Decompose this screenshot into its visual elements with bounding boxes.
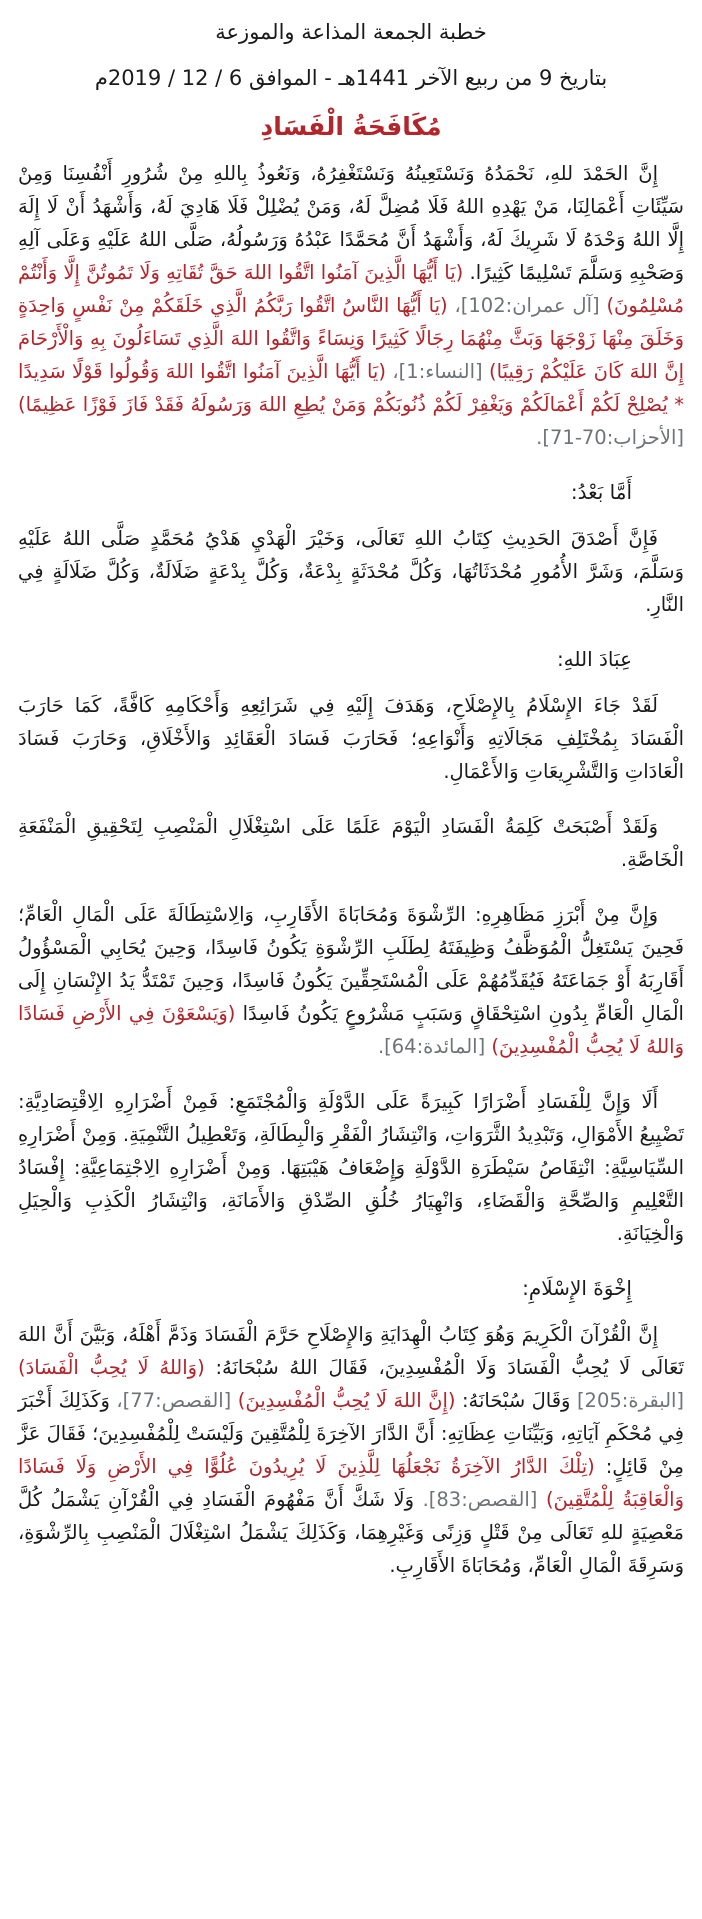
corruption-manifestations-paragraph <box>18 898 684 1063</box>
header-date: بتاريخ 9 من ربيع الآخر 1441هـ - الموافق 6 / 12 / 2019م <box>94 66 608 90</box>
quran-verse: (يَا أَيُّهَا الَّذِينَ آمَنُوا اتَّقُوا اللهَ حَقَّ تُقَاتِهِ وَلَا تَمُوتُنَّ إِلَّا وَأَنْتُمْ مُسْلِمُونَ) <box>18 261 685 317</box>
quran-on-corruption-paragraph <box>18 1318 684 1582</box>
intro-text: إِنَّ الحَمْدَ للهِ، نَحْمَدُهُ وَنَسْتَعِينُهُ وَنَسْتَغْفِرُهُ، وَنَعُوذُ بِاللهِ مِنْ شُرُورِ أَنْفُسِنَا وَمِنْ سَيِّئَاتِ أَعْمَالِنَا، مَنْ يَهْدِهِ اللهُ فَلَا مُضِلَّ لَهُ، وَمَنْ يُضْلِلْ فَلَا هَادِيَ لَهُ، وَأَشْهَدُ أَنْ لَا إِلَهَ إِلَّا اللهُ وَحْدَهُ لَا شَرِيكَ لَهُ، وَأَشْهَدُ أَنَّ مُحَمَّدًا عَبْدُهُ وَرَسُولُهُ، صَلَّى اللهُ عَلَيْهِ وَعَلَى آلِهِ وَصَحْبِهِ وَسَلَّمَ تَسْلِيمًا كَثِيرًا. <box>18 162 685 284</box>
section-heading-ikhwat-islam: إِخْوَةَ الإِسْلَامِ: <box>522 1276 632 1300</box>
paragraph-text: وَلَا شَكَّ أَنَّ مَفْهُومَ الْفَسَادِ فِي الْقُرْآنِ يَشْمَلُ كُلَّ مَعْصِيَةٍ للهِ تَعَالَى مِنْ قَتْلٍ وَزِنًى وَغَيْرِهِمَا، وَكَذَلِكَ يَشْمَلُ اسْتِغْلَالَ الْمَنْصِبِ بِالرِّشْوَةِ، وَسَرِقَةَ الْمَالِ الْعَامِّ، وَمُحَابَاةَ الأَقَارِبِ. <box>18 1488 684 1577</box>
corruption-harms-paragraph: أَلَا وَإِنَّ لِلْفَسَادِ أَضْرَارًا كَبِيرَةً عَلَى الدَّوْلَةِ وَالْمُجْتَمَعِ: فَمِنْ أَضْرَارِهِ الِاقْتِصَادِيَّةِ: تَضْيِيعُ الأَمْوَالِ، وَتَبْدِيدُ الثَّرَوَاتِ، وَانْتِشَارُ الْفَقْرِ وَالْبِطَالَةِ، وَتَعْطِيلُ التَّنْمِيَةِ. وَمِنْ أَضْرَارِهِ السِّيَاسِيَّةِ: انْتِقَاصُ سَيْطَرَةِ الدَّوْلَةِ وَإِضْعَافُ هَيْبَتِهَا. وَمِنْ أَضْرَارِهِ الِاجْتِمَاعِيَّةِ: إِفْسَادُ التَّعْلِيمِ وَالصِّحَّةِ وَالْقَضَاءِ، وَانْهِيَارُ خُلُقِ الصِّدْقِ وَالأَمَانَةِ، وَانْتِشَارُ الْكَذِبِ وَالْحِيَلِ وَالْخِيَانَةِ. <box>18 1090 684 1245</box>
verse-reference: [آل عمران:102]، <box>454 294 600 317</box>
quran-verse: (يَا أَيُّهَا النَّاسُ اتَّقُوا رَبَّكُمُ الَّذِي خَلَقَكُمْ مِنْ نَفْسٍ وَاحِدَةٍ وَخَلَقَ مِنْهَا زَوْجَهَا وَبَثَّ مِنْهُمَا رِجَالًا كَثِيرًا وَنِسَاءً وَاتَّقُوا اللهَ الَّذِي تَسَاءَلُونَ بِهِ وَالْأَرْحَامَ إِنَّ اللهَ كَانَ عَلَيْكُمْ رَقِيبًا) <box>18 294 684 383</box>
quran-verse: (إِنَّ اللهَ لَا يُحِبُّ الْمُفْسِدِينَ) <box>237 1389 456 1412</box>
amma-baad-paragraph: فَإِنَّ أَصْدَقَ الحَدِيثِ كِتَابُ اللهِ تَعَالَى، وَخَيْرَ الْهَدْيِ هَدْيُ مُحَمَّدٍ صَلَّى اللهُ عَلَيْهِ وَسَلَّمَ، وَشَرَّ الأُمُورِ مُحْدَثَاتُهَا، وَكُلَّ مُحْدَثَةٍ بِدْعَةٌ، وَكُلَّ بِدْعَةٍ ضَلَالَةٌ، وَكُلَّ ضَلَالَةٍ فِي النَّارِ. <box>18 527 684 616</box>
quran-verse: (وَاللهُ لَا يُحِبُّ الْفَسَادَ) <box>18 1356 205 1379</box>
corruption-definition-paragraph: وَلَقَدْ أَصْبَحَتْ كَلِمَةُ الْفَسَادِ الْيَوْمَ عَلَمًا عَلَى اسْتِغْلَالِ الْمَنْصِبِ لِتَحْقِيقِ الْمَنْفَعَةِ الْخَاصَّةِ. <box>18 815 684 871</box>
verse-reference: [المائدة:64]. <box>377 1035 486 1058</box>
verse-reference: [البقرة:205] <box>576 1389 685 1412</box>
section-heading-ibad-allah: عِبَادَ اللهِ: <box>556 647 632 671</box>
header-title: خطبة الجمعة المذاعة والموزعة <box>215 20 487 44</box>
paragraph-text: وَقَالَ سُبْحَانَهُ: <box>461 1389 571 1412</box>
quran-verse: (تِلْكَ الدَّارُ الآخِرَةُ نَجْعَلُهَا لِلَّذِينَ لَا يُرِيدُونَ عُلُوًّا فِي الأَرْضِ وَلَا فَسَادًا وَالْعَاقِبَةُ لِلْمُتَّقِينَ) <box>18 1455 684 1511</box>
paragraph-text: وَكَذَلِكَ أَخْبَرَ فِي مُحْكَمِ آيَاتِهِ، وَبَيِّنَاتِ عِظَاتِهِ: أَنَّ الدَّارَ الآخِرَةَ لِلْمُتَّقِينَ وَلَيْسَتْ لِلْمُفْسِدِينَ؛ فَقَالَ عَزَّ مِنْ قَائِلٍ: <box>18 1389 685 1478</box>
verse-reference: [النساء:1]، <box>392 360 483 383</box>
manifestations-text: وَإِنَّ مِنْ أَبْرَزِ مَظَاهِرِهِ: الرِّشْوَةَ وَمُحَابَاةَ الأَقَارِبِ، وَالِاسْتِطَالَةَ عَلَى الْمَالِ الْعَامِّ؛ فَحِينَ يَسْتَغِلُّ الْمُوَظَّفُ وَظِيفَتَهُ لِطَلَبِ الرِّشْوَةِ يَكُونُ فَاسِدًا، وَحِينَ يُحَابِي الْمَسْؤُولُ أَقَارِبَهُ أَوْ جَمَاعَتَهُ فَيُقَدِّمُهُمْ عَلَى الْمُسْتَحِقِّينَ يَكُونُ فَاسِدًا، وَحِينَ تَمْتَدُّ يَدُ الإِنْسَانِ إِلَى الْمَالِ الْعَامِّ بِدُونِ اسْتِحْقَاقٍ وَسَبَبٍ مَشْرُوعٍ يَكُونُ فَاسِدًا <box>18 903 684 1025</box>
intro-paragraph <box>18 157 684 454</box>
verse-reference: [القصص:77]، <box>116 1389 232 1412</box>
islam-reform-paragraph: لَقَدْ جَاءَ الإِسْلَامُ بِالإِصْلَاحِ، وَهَدَفَ إِلَيْهِ فِي شَرَائِعِهِ وَأَحْكَامِهِ كَافَّةً، كَمَا حَارَبَ الْفَسَادَ بِمُخْتَلِفِ مَجَالَاتِهِ وَأَنْوَاعِهِ؛ فَحَارَبَ فَسَادَ الْعَقَائِدِ وَالأَخْلَاقِ، وَحَارَبَ فَسَادَ الْعَادَاتِ وَالتَّشْرِيعَاتِ وَالأَعْمَالِ. <box>18 694 684 783</box>
verse-reference: [القصص:83]. <box>422 1488 538 1511</box>
verse-reference: [الأحزاب:70-71]. <box>536 426 684 449</box>
quran-verse: (وَيَسْعَوْنَ فِي الأَرْضِ فَسَادًا وَاللهُ لَا يُحِبُّ الْمُفْسِدِينَ) <box>18 1002 684 1058</box>
paragraph-text: إِنَّ الْقُرْآنَ الْكَرِيمَ وَهُوَ كِتَابُ الْهِدَايَةِ وَالإِصْلَاحِ حَرَّمَ الْفَسَادَ وَذَمَّ أَهْلَهُ، وَبَيَّنَ أَنَّ اللهَ تَعَالَى لَا يُحِبُّ الْفَسَادَ وَلَا الْمُفْسِدِينَ، فَقَالَ اللهُ سُبْحَانَهُ: <box>18 1323 685 1379</box>
quran-verse: (يَا أَيُّهَا الَّذِينَ آمَنُوا اتَّقُوا اللهَ وَقُولُوا قَوْلًا سَدِيدًا * يُصْلِحْ لَكُمْ أَعْمَالَكُمْ وَيَغْفِرْ لَكُمْ ذُنُوبَكُمْ وَمَنْ يُطِعِ اللهَ وَرَسُولَهُ فَقَدْ فَازَ فَوْزًا عَظِيمًا) <box>18 360 684 416</box>
section-heading-amma-baad: أَمَّا بَعْدُ: <box>570 480 632 504</box>
sermon-title: مُكَافَحَةُ الْفَسَادِ <box>260 112 442 141</box>
